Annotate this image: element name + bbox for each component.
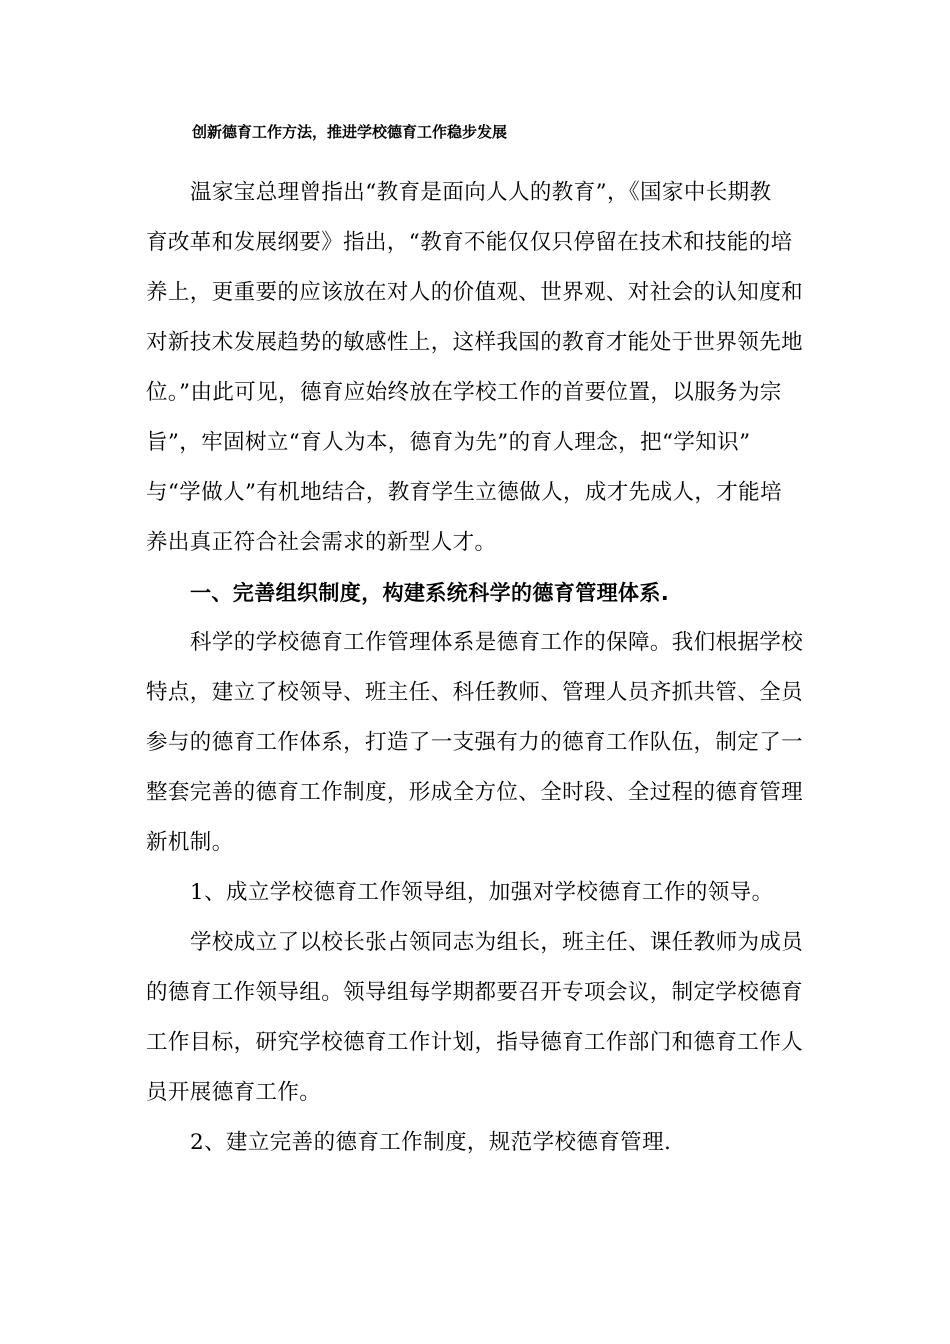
paragraph-line: 与“学做人”有机地结合，教育学生立德做人，成才先成人，才能培 [146,480,782,505]
paragraph-line: 育改革和发展纲要》指出，“教育不能仅仅只停留在技术和技能的培 [146,230,793,255]
item-heading: 2、建立完善的德育工作制度，规范学校德育管理. [190,1130,672,1155]
paragraph-line: 整套完善的德育工作制度，形成全方位、全时段、全过程的德育管理 [146,780,804,805]
paragraph-line: 温家宝总理曾指出“教育是面向人人的教育”，《国家中长期教 [190,180,772,205]
paragraph-line: 养上，更重要的应该放在对人的价值观、世界观、对社会的认知度和 [146,280,804,305]
paragraph-line: 对新技术发展趋势的敏感性上，这样我国的教育才能处于世界领先地 [146,330,804,355]
paragraph-line: 员开展德育工作。 [146,1080,322,1105]
paragraph-line: 特点，建立了校领导、班主任、科任教师、管理人员齐抓共管、全员 [146,680,804,705]
paragraph-line: 新机制。 [146,830,234,855]
paragraph-line: 学校成立了以校长张占领同志为组长，班主任、课任教师为成员 [190,930,804,955]
paragraph-line: 工作目标，研究学校德育工作计划，指导德育工作部门和德育工作人 [146,1030,804,1055]
paragraph-line: 旨”，牢固树立“育人为本，德育为先”的育人理念，把“学知识” [146,430,751,455]
item-heading: 1、成立学校德育工作领导组，加强对学校德育工作的领导。 [190,880,774,905]
paragraph-line: 科学的学校德育工作管理体系是德育工作的保障。我们根据学校 [190,630,804,655]
paragraph-line: 养出真正符合社会需求的新型人才。 [146,530,497,555]
paragraph-line: 参与的德育工作体系，打造了一支强有力的德育工作队伍，制定了一 [146,730,804,755]
section-heading: 一、完善组织制度，构建系统科学的德育管理体系. [190,581,670,605]
paragraph-line: 的德育工作领导组。领导组每学期都要召开专项会议，制定学校德育 [146,980,804,1005]
paragraph-line: 位。”由此可见，德育应始终放在学校工作的首要位置，以服务为宗 [146,380,782,405]
document-title: 创新德育工作方法，推进学校德育工作稳步发展 [192,123,508,141]
